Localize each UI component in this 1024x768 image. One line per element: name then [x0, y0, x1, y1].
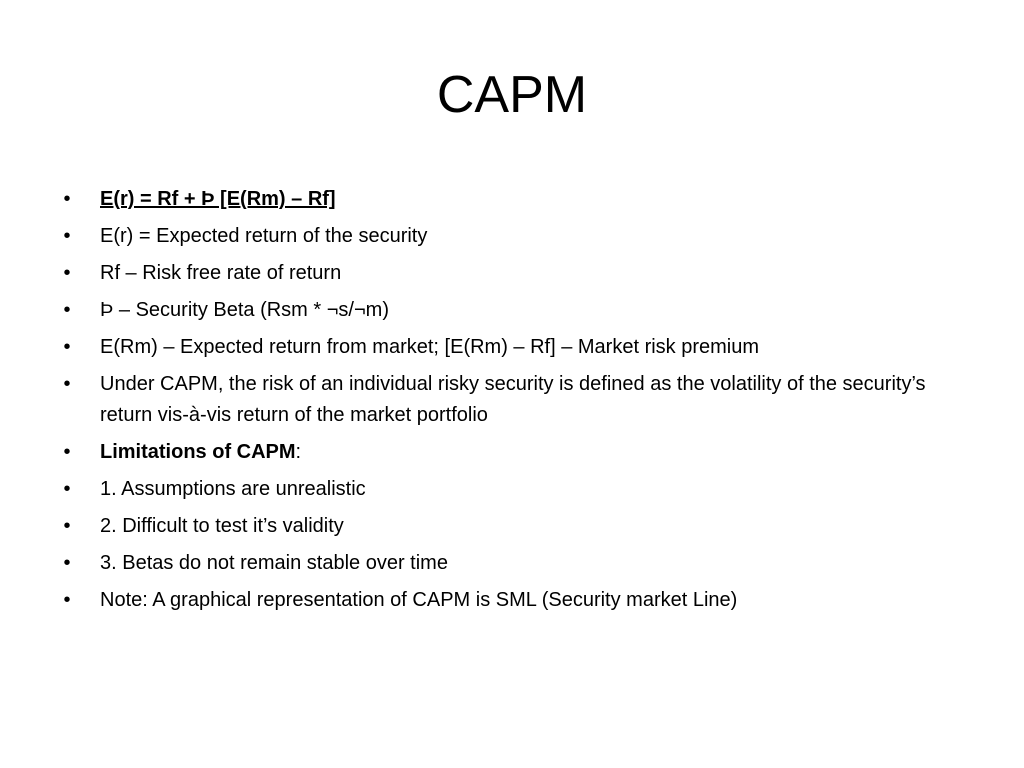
bullet-text: 1. Assumptions are unrealistic	[100, 478, 366, 500]
bullet-dot-icon: •	[63, 552, 71, 574]
bullet-dot-icon: •	[63, 299, 71, 321]
bullet-item-limitations-heading	[60, 437, 960, 468]
bullet-item-sml-note	[60, 585, 960, 616]
bullet-dot-icon: •	[63, 589, 71, 611]
bullet-dot-icon: •	[63, 225, 71, 247]
bullet-dot-icon: •	[63, 515, 71, 537]
bullet-text: Rf – Risk free rate of return	[100, 262, 342, 284]
bullet-dot-icon: •	[63, 373, 71, 395]
bullet-text: Under CAPM, the risk of an individual risky security is defined as the volatility of the security’s return vis-à-vis return of the market portfolio	[100, 373, 926, 426]
bullet-text: 3. Betas do not remain stable over time	[100, 552, 448, 574]
bullet-list	[60, 184, 960, 622]
slide-title: CAPM	[436, 66, 588, 124]
bullet-text: 2. Difficult to test it’s validity	[100, 515, 344, 537]
limitations-colon: :	[295, 441, 302, 463]
bullet-text: Þ – Security Beta (Rsm * ¬s/¬m)	[100, 299, 389, 321]
bullet-dot-icon: •	[63, 188, 71, 210]
bullet-item-formula	[60, 184, 960, 215]
bullet-item-expected-return	[60, 221, 960, 252]
bullet-item-limitation-1	[60, 474, 960, 505]
bullet-text: Note: A graphical representation of CAPM is SML (Security market Line)	[100, 589, 738, 611]
bullet-dot-icon: •	[63, 441, 71, 463]
bullet-item-market-return	[60, 332, 960, 363]
capm-formula: E(r) = Rf + Þ [E(Rm) – Rf]	[100, 188, 336, 210]
bullet-text: E(r) = Expected return of the security	[100, 225, 428, 247]
bullet-item-risk-definition	[60, 369, 960, 431]
limitations-heading: Limitations of CAPM	[100, 441, 296, 463]
bullet-item-risk-free-rate	[60, 258, 960, 289]
bullet-item-beta	[60, 295, 960, 326]
bullet-text: E(Rm) – Expected return from market; [E(Rm) – Rf] – Market risk premium	[100, 336, 760, 358]
bullet-dot-icon: •	[63, 336, 71, 358]
bullet-item-limitation-3	[60, 548, 960, 579]
bullet-item-limitation-2	[60, 511, 960, 542]
bullet-dot-icon: •	[63, 478, 71, 500]
bullet-dot-icon: •	[63, 262, 71, 284]
